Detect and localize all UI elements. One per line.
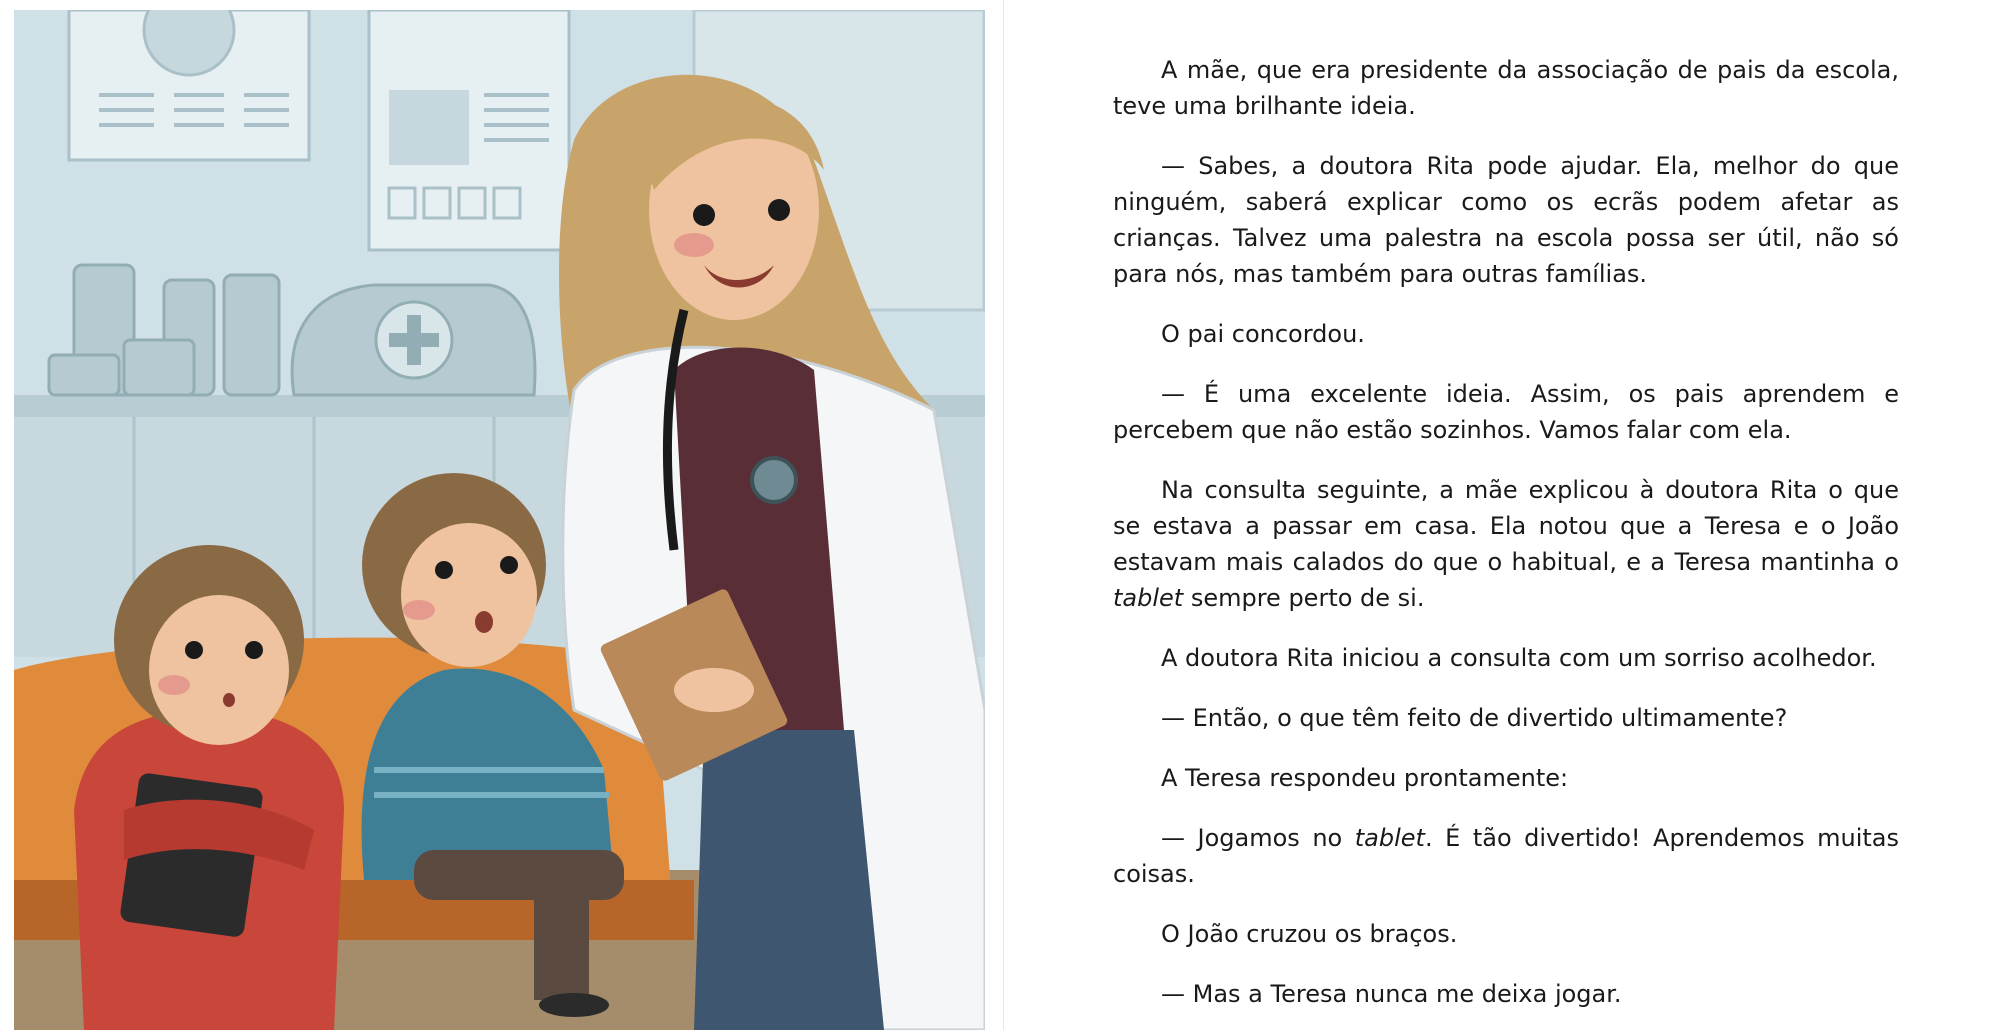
story-paragraph: — Sabes, a doutora Rita pode ajudar. Ela, melhor do que ninguém, saberá explicar como os ecrãs podem afetar as crianças. Talvez uma palestra na escola possa ser útil, não só para nós, mas também para outras famílias. — [1113, 152, 1899, 288]
story-paragraph: A Teresa respondeu prontamente: — [1161, 764, 1569, 792]
wall-poster — [69, 10, 309, 160]
story-paragraph — [1113, 472, 1899, 616]
text-run: . É tão divertido! Aprendemos muitas coisas. — [1113, 824, 1899, 888]
story-paragraph: O pai concordou. — [1161, 320, 1365, 348]
page-gutter — [1003, 0, 1004, 1030]
text-run: Na consulta seguinte, a mãe explicou à doutora Rita o que se estava a passar em casa. Ela notou que a Teresa e o João estavam mais calados do que o habitual, e a Teresa mantinha o — [1113, 476, 1899, 576]
text-run: sempre perto de si. — [1183, 584, 1425, 612]
story-paragraph — [1113, 820, 1899, 892]
story-text-page — [1113, 52, 1899, 1036]
text-run: — Jogamos no — [1161, 824, 1355, 852]
italic-term: tablet — [1113, 584, 1184, 612]
story-paragraph: — Mas a Teresa nunca me deixa jogar. — [1161, 980, 1622, 1008]
medical-bag — [292, 285, 535, 395]
doctor-children-illustration — [14, 10, 985, 1030]
story-paragraph: A doutora Rita iniciou a consulta com um sorriso acolhedor. — [1161, 644, 1877, 672]
story-paragraph: A mãe, que era presidente da associação de pais da escola, teve uma brilhante ideia. — [1113, 56, 1899, 120]
page-illustration — [14, 10, 985, 1030]
story-paragraph: — Então, o que têm feito de divertido ultimamente? — [1161, 704, 1788, 732]
story-paragraph: — É uma excelente ideia. Assim, os pais aprendem e percebem que não estão sozinhos. Vamos falar com ela. — [1113, 380, 1899, 444]
story-paragraph: O João cruzou os braços. — [1161, 920, 1458, 948]
wall-chart — [369, 10, 569, 250]
italic-term: tablet — [1354, 824, 1425, 852]
